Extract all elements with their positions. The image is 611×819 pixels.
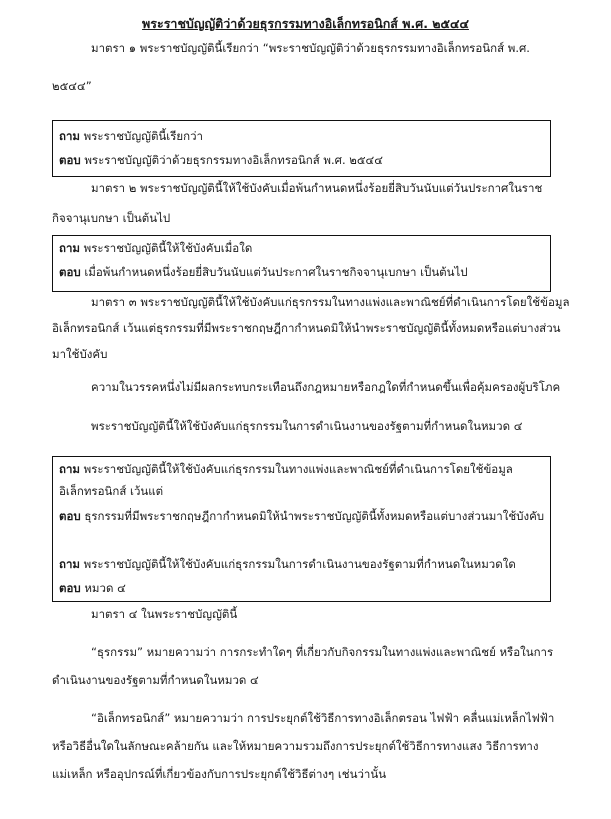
section3-line2: อิเล็กทรอนิกส์ เว้นแต่ธุรกรรมที่มีพระราชกฤษฎีกากำหนดมิให้นำพระราชบัญญัตินี้ทั้งหมดหรือแต่บางส่วน bbox=[52, 321, 561, 335]
question-text: พระราชบัญญัตินี้เรียกว่า bbox=[80, 129, 203, 143]
answer-text: หมวด ๔ bbox=[80, 581, 126, 595]
definition-transaction-line2: ดำเนินงานของรัฐตามที่กำหนดในหมวด ๔ bbox=[52, 673, 259, 687]
section1-line2: ๒๕๔๔” bbox=[52, 79, 92, 93]
answer-label: ตอบ bbox=[59, 581, 81, 595]
qa3-question2 bbox=[59, 556, 516, 572]
qa2-answer bbox=[59, 264, 468, 280]
section2-line2: กิจจานุเบกษา เป็นต้นไป bbox=[52, 211, 171, 225]
answer-text: ธุรกรรมที่มีพระราชกฤษฎีกากำหนดมิให้นำพระราชบัญญัตินี้ทั้งหมดหรือแต่บางส่วนมาใช้บังคับ bbox=[80, 509, 545, 523]
question-text: พระราชบัญญัตินี้ให้ใช้บังคับแก่ธุรกรรมในทางแพ่งและพาณิชย์ที่ดำเนินการโดยใช้ข้อมูล bbox=[80, 462, 513, 476]
section3-para2: ความในวรรคหนึ่งไม่มีผลกระทบกระเทือนถึงกฎหมายหรือกฎใดที่กำหนดขึ้นเพื่อคุ้มครองผู้บริโภค bbox=[91, 380, 561, 394]
answer-label: ตอบ bbox=[59, 509, 81, 523]
section3-line1: มาตรา ๓ พระราชบัญญัตินี้ให้ใช้บังคับแก่ธุรกรรมในทางแพ่งและพาณิชย์ที่ดำเนินการโดยใช้ข้อมูล bbox=[91, 295, 570, 309]
qa1-question bbox=[59, 128, 203, 144]
definition-transaction-line1: “ธุรกรรม” หมายความว่า การกระทำใดๆ ที่เกี่ยวกับกิจกรรมในทางแพ่งและพาณิชย์ หรือในการ bbox=[91, 645, 554, 659]
question-text: พระราชบัญญัตินี้ให้ใช้บังคับเมื่อใด bbox=[80, 241, 253, 255]
qa-box-1 bbox=[52, 120, 551, 177]
qa1-answer bbox=[59, 152, 383, 168]
question-label: ถาม bbox=[59, 462, 81, 476]
answer-label: ตอบ bbox=[59, 153, 81, 167]
qa3-question1 bbox=[59, 461, 513, 477]
section2-line1: มาตรา ๒ พระราชบัญญัตินี้ให้ใช้บังคับเมื่อพ้นกำหนดหนึ่งร้อยยี่สิบวันนับแต่วันประกาศในราช bbox=[91, 181, 543, 195]
qa-box-2 bbox=[52, 235, 551, 292]
question-label: ถาม bbox=[59, 557, 81, 571]
qa-box-3 bbox=[52, 456, 551, 602]
qa3-question1-cont: อิเล็กทรอนิกส์ เว้นแต่ bbox=[59, 484, 164, 498]
qa2-question bbox=[59, 240, 252, 256]
question-text: พระราชบัญญัตินี้ให้ใช้บังคับแก่ธุรกรรมในการดำเนินงานของรัฐตามที่กำหนดในหมวดใด bbox=[80, 557, 516, 571]
question-label: ถาม bbox=[59, 129, 81, 143]
definition-electronic-line3: แม่เหล็ก หรืออุปกรณ์ที่เกี่ยวข้องกับการประยุกต์ใช้วิธีต่างๆ เช่นว่านั้น bbox=[52, 767, 387, 781]
answer-text: พระราชบัญญัติว่าด้วยธุรกรรมทางอิเล็กทรอนิกส์ พ.ศ. ๒๕๔๔ bbox=[80, 153, 383, 167]
answer-label: ตอบ bbox=[59, 265, 81, 279]
answer-text: เมื่อพ้นกำหนดหนึ่งร้อยยี่สิบวันนับแต่วันประกาศในราชกิจจานุเบกษา เป็นต้นไป bbox=[80, 265, 468, 279]
question-label: ถาม bbox=[59, 241, 81, 255]
definition-electronic-line1: “อิเล็กทรอนิกส์” หมายความว่า การประยุกต์ใช้วิธีการทางอิเล็กตรอน ไฟฟ้า คลื่นแม่เหล็กไฟฟ้า bbox=[91, 711, 555, 725]
section1-line1: มาตรา ๑ พระราชบัญญัตินี้เรียกว่า “พระราชบัญญัติว่าด้วยธุรกรรมทางอิเล็กทรอนิกส์ พ.ศ. bbox=[91, 41, 530, 55]
section4-line1: มาตรา ๔ ในพระราชบัญญัตินี้ bbox=[91, 607, 238, 621]
qa3-answer2 bbox=[59, 580, 126, 596]
qa3-answer1 bbox=[59, 508, 544, 524]
section3-para3: พระราชบัญญัตินี้ให้ใช้บังคับแก่ธุรกรรมในการดำเนินงานของรัฐตามที่กำหนดในหมวด ๔ bbox=[91, 419, 523, 433]
section3-line3: มาใช้บังคับ bbox=[52, 347, 108, 361]
document-title: พระราชบัญญัติว่าด้วยธุรกรรมทางอิเล็กทรอนิกส์ พ.ศ. ๒๕๔๔ bbox=[142, 16, 469, 31]
definition-electronic-line2: หรือวิธีอื่นใดในลักษณะคล้ายกัน และให้หมายความรวมถึงการประยุกต์ใช้วิธีการทางแสง วิธีการทาง bbox=[52, 739, 539, 753]
